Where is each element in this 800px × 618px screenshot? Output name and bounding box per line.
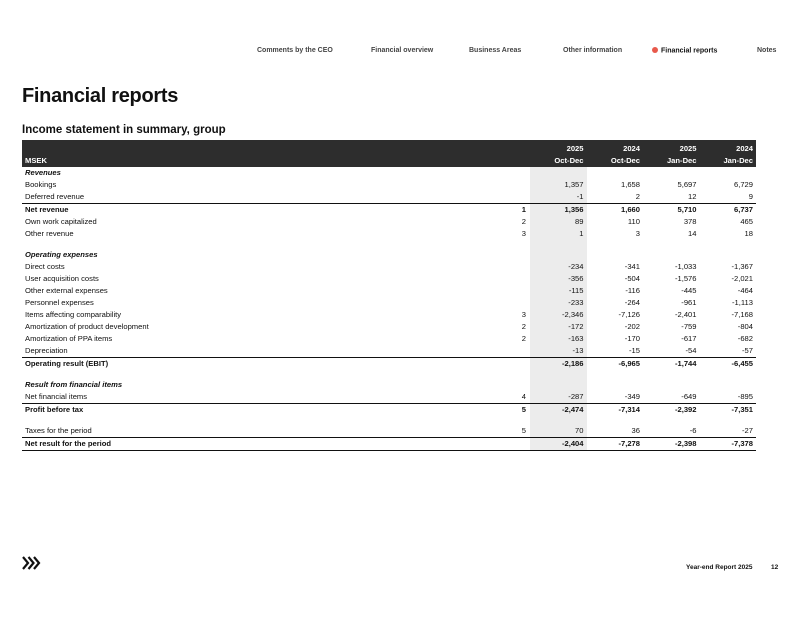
value-cell: -6,965: [587, 358, 644, 371]
spacer-cell: [530, 240, 587, 249]
value-cell: [587, 167, 644, 179]
value-cell: 1,658: [620, 180, 640, 190]
value-cell: -13: [530, 345, 587, 358]
spacer-cell: [587, 416, 644, 425]
value-cell: -116: [625, 286, 640, 296]
table-row: [22, 261, 756, 273]
note-reference: [512, 249, 530, 261]
spacer-cell: [530, 370, 587, 379]
value-cell: -341: [624, 262, 640, 272]
note-reference: 2: [521, 334, 526, 344]
table-row: [22, 273, 756, 285]
value-cell: -15: [629, 346, 640, 356]
value-cell: 5,710: [643, 204, 700, 217]
value-cell: -895: [737, 392, 753, 402]
spacer-cell: [512, 240, 530, 249]
footer-page-number: 12: [771, 564, 779, 571]
value-cell: -1,033: [674, 262, 697, 272]
value-cell: 36: [631, 426, 640, 436]
value-cell: -7,278: [587, 438, 644, 451]
value-cell: -287: [530, 391, 587, 404]
value-cell: -54: [685, 346, 697, 356]
row-label: Depreciation: [25, 346, 68, 356]
row-label: Profit before tax: [22, 404, 512, 417]
spacer-cell: [22, 416, 512, 425]
value-cell: 9: [748, 192, 753, 202]
header-period: Oct-Dec: [610, 155, 640, 165]
value-cell: -6: [689, 426, 697, 436]
header-year: 2025: [679, 143, 697, 153]
section-heading-row: [22, 379, 756, 391]
value-cell: -233: [530, 297, 587, 309]
table-row: [22, 345, 756, 358]
value-cell: -7,168: [731, 310, 753, 320]
spacer-cell: [587, 370, 644, 379]
spacer-cell: [700, 240, 757, 249]
note-reference: [512, 167, 530, 179]
note-reference: 1: [512, 204, 530, 217]
value-cell: 378: [683, 217, 697, 227]
value-cell: 70: [530, 425, 587, 438]
row-label: Net revenue: [22, 204, 512, 217]
header-year: 2024: [623, 143, 640, 153]
spacer-row: [22, 416, 756, 425]
row-label: Own work capitalized: [25, 217, 97, 227]
note-reference: 3: [521, 229, 526, 239]
value-cell: 3: [635, 229, 640, 239]
spacer-cell: [643, 416, 700, 425]
value-cell: -961: [681, 298, 697, 308]
value-cell: [700, 249, 757, 261]
row-label: Other external expenses: [25, 286, 108, 296]
header-year: 2024: [736, 143, 753, 153]
total-row: [22, 358, 756, 371]
note-reference: [512, 261, 530, 273]
value-cell: -7,351: [700, 404, 757, 417]
note-reference: 3: [521, 310, 526, 320]
value-cell: -1,367: [731, 262, 753, 272]
row-label: Result from financial items: [25, 380, 123, 390]
value-cell: [700, 379, 757, 391]
spacer-cell: [512, 370, 530, 379]
value-cell: -2,346: [530, 309, 587, 321]
value-cell: 110: [627, 217, 640, 227]
brand-logo-icon: [22, 556, 42, 570]
header-note-blank: [512, 140, 530, 154]
note-reference: 2: [521, 322, 526, 332]
value-cell: -1,744: [643, 358, 700, 371]
value-cell: -504: [624, 274, 640, 284]
table-row: [22, 191, 756, 204]
header-year: 2025: [566, 143, 584, 153]
value-cell: 89: [530, 216, 587, 228]
footer-report-title: Year-end Report 2025: [686, 564, 753, 571]
note-reference: [512, 345, 530, 358]
value-cell: -2,021: [731, 274, 753, 284]
value-cell: -2,401: [674, 310, 697, 320]
nav-item-financial-overview[interactable]: Financial overview: [371, 47, 434, 54]
value-cell: -2,404: [530, 438, 587, 451]
header-note-blank: [512, 154, 530, 167]
value-cell: -163: [530, 333, 587, 345]
total-row: [22, 404, 756, 417]
value-cell: [643, 167, 700, 179]
value-cell: [530, 379, 587, 391]
value-cell: 1,660: [587, 204, 644, 217]
row-label: Other revenue: [25, 229, 74, 239]
spacer-cell: [22, 240, 512, 249]
spacer-cell: [22, 370, 512, 379]
spacer-row: [22, 240, 756, 249]
value-cell: -2,398: [643, 438, 700, 451]
nav-item-financial-reports-label: Financial reports: [661, 47, 718, 55]
spacer-cell: [512, 416, 530, 425]
note-reference: [512, 179, 530, 191]
note-reference: 5: [521, 426, 526, 436]
row-label: Taxes for the period: [25, 426, 92, 436]
value-cell: -356: [530, 273, 587, 285]
table-row: [22, 216, 756, 228]
value-cell: -7,378: [700, 438, 757, 451]
value-cell: -759: [681, 322, 697, 332]
table-row: [22, 391, 756, 404]
row-label: Operating result (EBIT): [22, 358, 512, 371]
value-cell: 465: [740, 217, 753, 227]
header-unit: MSEK: [25, 155, 47, 165]
value-cell: -170: [624, 334, 640, 344]
row-label: Amortization of product development: [25, 322, 149, 332]
value-cell: -1,576: [674, 274, 697, 284]
value-cell: [587, 379, 644, 391]
note-reference: [512, 297, 530, 309]
value-cell: -682: [737, 334, 753, 344]
value-cell: -234: [530, 261, 587, 273]
spacer-cell: [643, 370, 700, 379]
page-title: Financial reports: [22, 85, 179, 107]
value-cell: -7,126: [618, 310, 640, 320]
value-cell: 5,697: [677, 180, 697, 190]
row-label: User acquisition costs: [25, 274, 99, 284]
table-row: [22, 297, 756, 309]
row-label: Net financial items: [25, 392, 88, 402]
row-label: Deferred revenue: [25, 192, 85, 202]
note-reference: [512, 191, 530, 204]
value-cell: 14: [688, 229, 697, 239]
section-heading-row: [22, 167, 756, 179]
value-cell: -464: [737, 286, 753, 296]
spacer-cell: [530, 416, 587, 425]
value-cell: 6,737: [700, 204, 757, 217]
table-title: Income statement in summary, group: [22, 124, 226, 136]
value-cell: -27: [742, 426, 753, 436]
table-row: [22, 309, 756, 321]
value-cell: 1,357: [530, 179, 587, 191]
value-cell: -7,314: [587, 404, 644, 417]
note-reference: 2: [521, 217, 526, 227]
value-cell: 1,356: [530, 204, 587, 217]
table-header: [22, 140, 756, 167]
value-cell: -2,474: [530, 404, 587, 417]
row-label: Bookings: [25, 180, 57, 190]
value-cell: [530, 249, 587, 261]
note-reference: 5: [512, 404, 530, 417]
table-row: [22, 228, 756, 240]
spacer-cell: [700, 370, 757, 379]
note-reference: [512, 438, 530, 451]
nav-item-other-information[interactable]: Other information: [563, 47, 623, 54]
table-row: [22, 333, 756, 345]
income-statement-table: [22, 140, 756, 451]
note-reference: [512, 358, 530, 371]
row-label: Net result for the period: [22, 438, 512, 451]
value-cell: [643, 249, 700, 261]
value-cell: -649: [681, 392, 697, 402]
value-cell: 18: [744, 229, 753, 239]
value-cell: -115: [530, 285, 587, 297]
nav-item-notes[interactable]: Notes: [757, 47, 777, 54]
value-cell: [587, 249, 644, 261]
value-cell: 6,729: [733, 180, 753, 190]
value-cell: -202: [624, 322, 640, 332]
note-reference: [512, 285, 530, 297]
row-label: Revenues: [25, 168, 61, 178]
value-cell: -445: [681, 286, 697, 296]
table-row: [22, 179, 756, 191]
value-cell: -349: [624, 392, 640, 402]
row-label: Direct costs: [25, 262, 65, 272]
table-body: [22, 167, 756, 451]
note-reference: 4: [521, 392, 526, 402]
row-label: Items affecting comparability: [25, 310, 122, 320]
value-cell: -804: [737, 322, 753, 332]
nav-item-comments-by-the-ceo[interactable]: Comments by the CEO: [257, 47, 333, 54]
value-cell: 1: [530, 228, 587, 240]
value-cell: -2,392: [643, 404, 700, 417]
nav-item-business-areas[interactable]: Business Areas: [469, 47, 522, 54]
value-cell: [530, 167, 587, 179]
header-period: Jan-Dec: [666, 155, 697, 165]
table-row: [22, 321, 756, 333]
value-cell: -617: [681, 334, 697, 344]
value-cell: -2,186: [530, 358, 587, 371]
active-indicator-dot: [652, 47, 658, 53]
top-navigation: [0, 47, 800, 59]
header-period: Jan-Dec: [723, 155, 753, 165]
spacer-cell: [700, 416, 757, 425]
value-cell: -264: [624, 298, 640, 308]
spacer-row: [22, 370, 756, 379]
value-cell: -6,455: [700, 358, 757, 371]
row-label: Operating expenses: [25, 250, 98, 260]
spacer-cell: [643, 240, 700, 249]
note-reference: [512, 379, 530, 391]
note-reference: [512, 273, 530, 285]
value-cell: [700, 167, 757, 179]
value-cell: 12: [688, 192, 697, 202]
row-label: Amortization of PPA items: [25, 334, 113, 344]
table-row: [22, 425, 756, 438]
header-period: Oct-Dec: [554, 155, 584, 165]
section-heading-row: [22, 249, 756, 261]
header-blank: [22, 140, 512, 154]
spacer-cell: [587, 240, 644, 249]
value-cell: -1,113: [732, 298, 753, 308]
nav-item-financial-reports[interactable]: [652, 47, 717, 55]
value-cell: [643, 379, 700, 391]
value-cell: -1: [530, 191, 587, 204]
table-row: [22, 285, 756, 297]
row-label: Personnel expenses: [25, 298, 94, 308]
net-result-row: [22, 438, 756, 451]
total-row: [22, 204, 756, 217]
value-cell: -57: [742, 346, 753, 356]
value-cell: -172: [530, 321, 587, 333]
value-cell: 2: [635, 192, 640, 202]
